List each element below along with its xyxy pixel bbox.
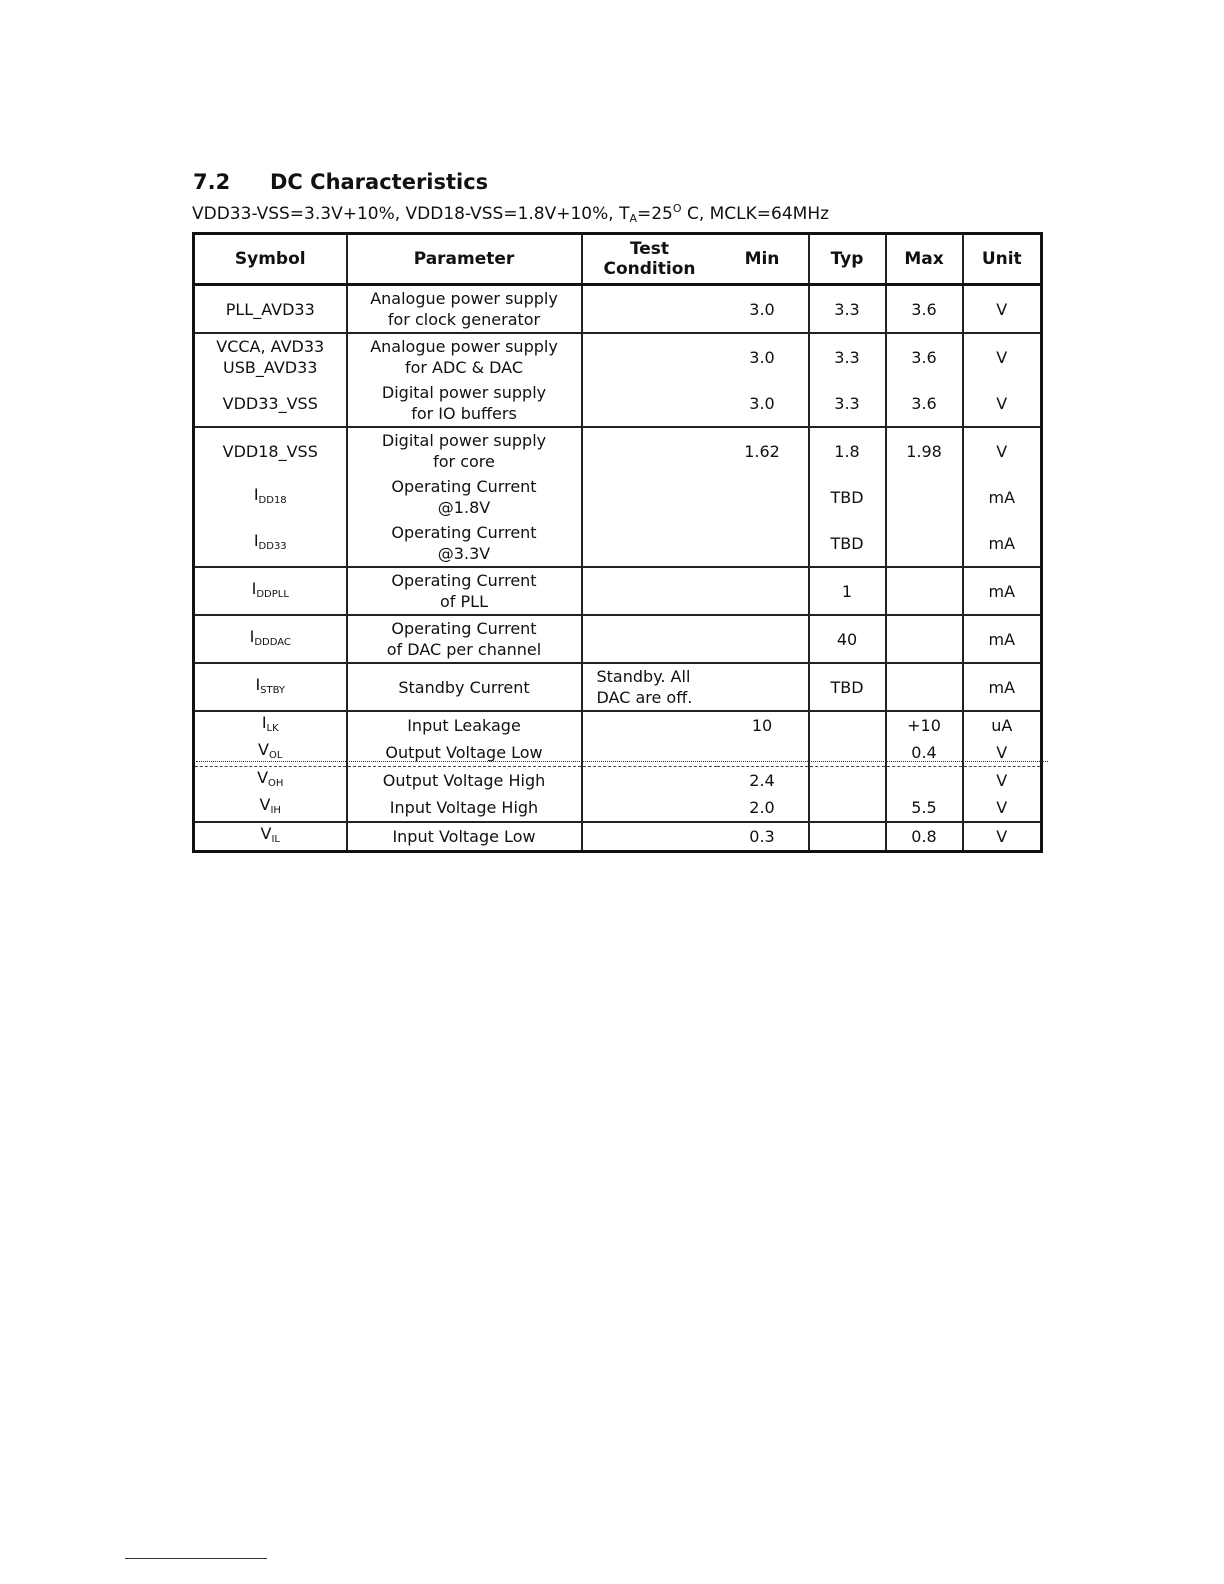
symbol-text: V (259, 795, 271, 814)
cell-symbol (194, 427, 347, 474)
cell-parameter (347, 739, 582, 767)
conditions-text: =25 (637, 204, 673, 224)
symbol-text: PLL_AVD33 (225, 299, 315, 319)
cell-min: 0.3 (717, 822, 809, 852)
cell-max: +10 (886, 711, 963, 739)
table-row (194, 794, 1042, 822)
parameter-line: Output Voltage Low (385, 743, 543, 762)
table-row (194, 711, 1042, 739)
cell-parameter (347, 711, 582, 739)
cell-test-condition (582, 822, 717, 852)
ta-subscript: A (629, 212, 637, 225)
cell-max: 3.6 (886, 285, 963, 334)
degree-superscript: O (672, 202, 682, 215)
symbol-line1 (195, 530, 346, 557)
symbol-text: VDD18_VSS (222, 441, 318, 461)
symbol-subscript: DD33 (258, 540, 287, 552)
cell-parameter (347, 794, 582, 822)
cell-test-condition (582, 427, 717, 474)
cell-min: 3.0 (717, 333, 809, 380)
cell-test-condition (582, 794, 717, 822)
table-row (194, 615, 1042, 663)
header-cond-line1: Test (629, 239, 670, 259)
test-conditions-line (192, 202, 829, 225)
symbol-line1 (195, 393, 346, 414)
cell-test-condition (582, 767, 717, 795)
symbol-line2: USB_AVD33 (223, 358, 318, 377)
cell-unit: V (963, 285, 1042, 334)
cell-symbol (194, 739, 347, 767)
table-row (194, 285, 1042, 334)
cell-max (886, 767, 963, 795)
cell-symbol (194, 474, 347, 520)
cell-typ: 3.3 (809, 333, 886, 380)
cell-max: 3.6 (886, 380, 963, 427)
symbol-text: VCCA, AVD33 (216, 337, 325, 356)
parameter-line: Analogue power supply (370, 289, 558, 308)
parameter-line: for clock generator (387, 310, 541, 329)
cell-test-condition (582, 711, 717, 739)
parameter-line: Digital power supply (381, 383, 547, 402)
cell-typ: 1.8 (809, 427, 886, 474)
cell-min (717, 567, 809, 615)
cell-parameter (347, 285, 582, 334)
condition-line: Standby. All (596, 667, 691, 686)
cell-symbol (194, 615, 347, 663)
cell-test-condition (582, 520, 717, 567)
symbol-line1 (195, 674, 346, 701)
cell-unit: uA (963, 711, 1042, 739)
cell-min: 3.0 (717, 380, 809, 427)
symbol-subscript: DDPLL (256, 588, 289, 600)
header-max: Max (886, 234, 963, 285)
symbol-subscript: IH (270, 805, 281, 816)
cell-symbol (194, 663, 347, 711)
dotted-divider (196, 761, 1048, 762)
symbol-text: I (253, 484, 259, 504)
cell-unit: mA (963, 474, 1042, 520)
symbol-text: V (258, 740, 269, 759)
table-header-row (194, 234, 1042, 285)
cell-symbol (194, 285, 347, 334)
cell-typ: TBD (809, 663, 886, 711)
cell-symbol (194, 711, 347, 739)
cell-parameter (347, 520, 582, 567)
cell-min (717, 615, 809, 663)
parameter-line: Input Leakage (407, 716, 521, 735)
cell-unit: V (963, 333, 1042, 380)
cell-parameter (347, 567, 582, 615)
cell-typ (809, 794, 886, 822)
symbol-line1 (195, 578, 346, 605)
parameter-line: Input Voltage Low (392, 827, 536, 846)
cell-symbol (194, 380, 347, 427)
symbol-text: I (249, 626, 255, 646)
table-body (194, 285, 1042, 852)
table-row (194, 663, 1042, 711)
cell-typ (809, 822, 886, 852)
cell-symbol (194, 333, 347, 380)
parameter-line: Operating Current (391, 523, 537, 542)
cell-unit: V (963, 794, 1042, 822)
table-row (194, 739, 1042, 767)
parameter-line: Digital power supply (381, 431, 547, 450)
cell-max (886, 520, 963, 567)
header-min: Min (717, 234, 809, 285)
table-row (194, 767, 1042, 795)
cell-unit: V (963, 739, 1042, 767)
symbol-text: I (251, 578, 257, 598)
cell-max (886, 474, 963, 520)
cell-symbol (194, 767, 347, 795)
parameter-line: for IO buffers (411, 404, 517, 423)
cell-test-condition (582, 739, 717, 767)
cell-symbol (194, 567, 347, 615)
section-title: DC Characteristics (270, 170, 489, 194)
parameter-line: Operating Current (391, 619, 537, 638)
table-row (194, 474, 1042, 520)
header-typ: Typ (809, 234, 886, 285)
cell-parameter (347, 427, 582, 474)
cell-max: 0.4 (886, 739, 963, 767)
cell-typ (809, 739, 886, 767)
cell-max (886, 567, 963, 615)
symbol-text: V (260, 824, 272, 843)
cell-symbol (194, 822, 347, 852)
symbol-line1 (195, 299, 346, 320)
table-row (194, 822, 1042, 852)
cell-test-condition (582, 615, 717, 663)
symbol-line1 (195, 626, 346, 653)
cell-min: 10 (717, 711, 809, 739)
symbol-text: V (257, 768, 269, 787)
cell-parameter (347, 663, 582, 711)
cell-unit: mA (963, 567, 1042, 615)
parameter-line: of PLL (440, 592, 488, 611)
symbol-line1 (195, 794, 346, 821)
symbol-subscript: STBY (260, 684, 286, 696)
cell-test-condition (582, 285, 717, 334)
cell-max: 0.8 (886, 822, 963, 852)
cell-parameter (347, 333, 582, 380)
cell-test-condition (582, 333, 717, 380)
cell-test-condition (582, 663, 717, 711)
cell-typ: TBD (809, 520, 886, 567)
cell-typ: 3.3 (809, 285, 886, 334)
cell-symbol (194, 520, 347, 567)
table-row (194, 380, 1042, 427)
symbol-line1 (195, 712, 346, 739)
cell-max: 5.5 (886, 794, 963, 822)
cell-min (717, 520, 809, 567)
cell-min (717, 474, 809, 520)
symbol-text: I (253, 530, 259, 550)
cell-test-condition (582, 474, 717, 520)
cell-min: 1.62 (717, 427, 809, 474)
symbol-text: I (261, 713, 267, 732)
parameter-line: Analogue power supply (370, 337, 558, 356)
cell-typ: 40 (809, 615, 886, 663)
symbol-subscript: LK (266, 723, 279, 734)
cell-test-condition (582, 567, 717, 615)
symbol-subscript: DDDAC (254, 636, 291, 648)
cell-min: 3.0 (717, 285, 809, 334)
header-test-condition (582, 234, 717, 285)
cell-unit: mA (963, 615, 1042, 663)
conditions-text: VDD33-VSS=3.3V+10%, VDD18-VSS=1.8V+10%, T (192, 204, 630, 224)
cell-typ: 1 (809, 567, 886, 615)
symbol-subscript: OL (269, 750, 283, 761)
cell-unit: V (963, 380, 1042, 427)
condition-line: DAC are off. (596, 688, 693, 707)
cell-unit: mA (963, 663, 1042, 711)
symbol-subscript: DD18 (258, 494, 287, 506)
cell-unit: mA (963, 520, 1042, 567)
cell-symbol (194, 794, 347, 822)
table-row (194, 333, 1042, 380)
table-row (194, 427, 1042, 474)
cell-max: 3.6 (886, 333, 963, 380)
parameter-line: Operating Current (391, 571, 537, 590)
cell-parameter (347, 822, 582, 852)
cell-typ (809, 711, 886, 739)
cell-parameter (347, 474, 582, 520)
cell-typ (809, 767, 886, 795)
symbol-line1 (195, 336, 346, 357)
parameter-line: @3.3V (437, 544, 491, 563)
symbol-line1 (195, 441, 346, 462)
cell-test-condition (582, 380, 717, 427)
symbol-line1 (195, 484, 346, 511)
cell-unit: V (963, 427, 1042, 474)
symbol-subscript: IL (271, 834, 280, 845)
conditions-text: C, MCLK=64MHz (681, 204, 830, 224)
symbol-subscript: OH (268, 778, 284, 789)
parameter-line: Standby Current (398, 677, 530, 697)
cell-max (886, 615, 963, 663)
table-row (194, 520, 1042, 567)
cell-min: 2.4 (717, 767, 809, 795)
parameter-line: of DAC per channel (386, 640, 542, 659)
cell-max (886, 663, 963, 711)
cell-typ: TBD (809, 474, 886, 520)
parameter-line: for core (433, 452, 495, 471)
header-cond-line2: Condition (603, 259, 696, 279)
parameter-line: for ADC & DAC (404, 358, 524, 377)
symbol-text: VDD33_VSS (222, 393, 318, 413)
section-heading (193, 170, 488, 194)
table-row (194, 567, 1042, 615)
cell-min (717, 663, 809, 711)
parameter-line: @1.8V (437, 498, 491, 517)
parameter-line: Output Voltage High (382, 771, 546, 790)
symbol-line1 (195, 823, 346, 850)
cell-parameter (347, 767, 582, 795)
symbol-line1 (195, 767, 346, 794)
header-symbol: Symbol (194, 234, 347, 285)
parameter-line: Input Voltage High (389, 798, 539, 817)
cell-typ: 3.3 (809, 380, 886, 427)
cell-parameter (347, 615, 582, 663)
section-number: 7.2 (193, 170, 231, 194)
header-parameter: Parameter (347, 234, 582, 285)
symbol-text: I (255, 674, 261, 694)
footnote-rule (125, 1558, 267, 1559)
cell-parameter (347, 380, 582, 427)
dc-characteristics-table (192, 232, 1043, 853)
cell-min: 2.0 (717, 794, 809, 822)
cell-unit: V (963, 767, 1042, 795)
parameter-line: Operating Current (391, 477, 537, 496)
header-unit: Unit (963, 234, 1042, 285)
cell-unit: V (963, 822, 1042, 852)
cell-min (717, 739, 809, 767)
cell-max: 1.98 (886, 427, 963, 474)
